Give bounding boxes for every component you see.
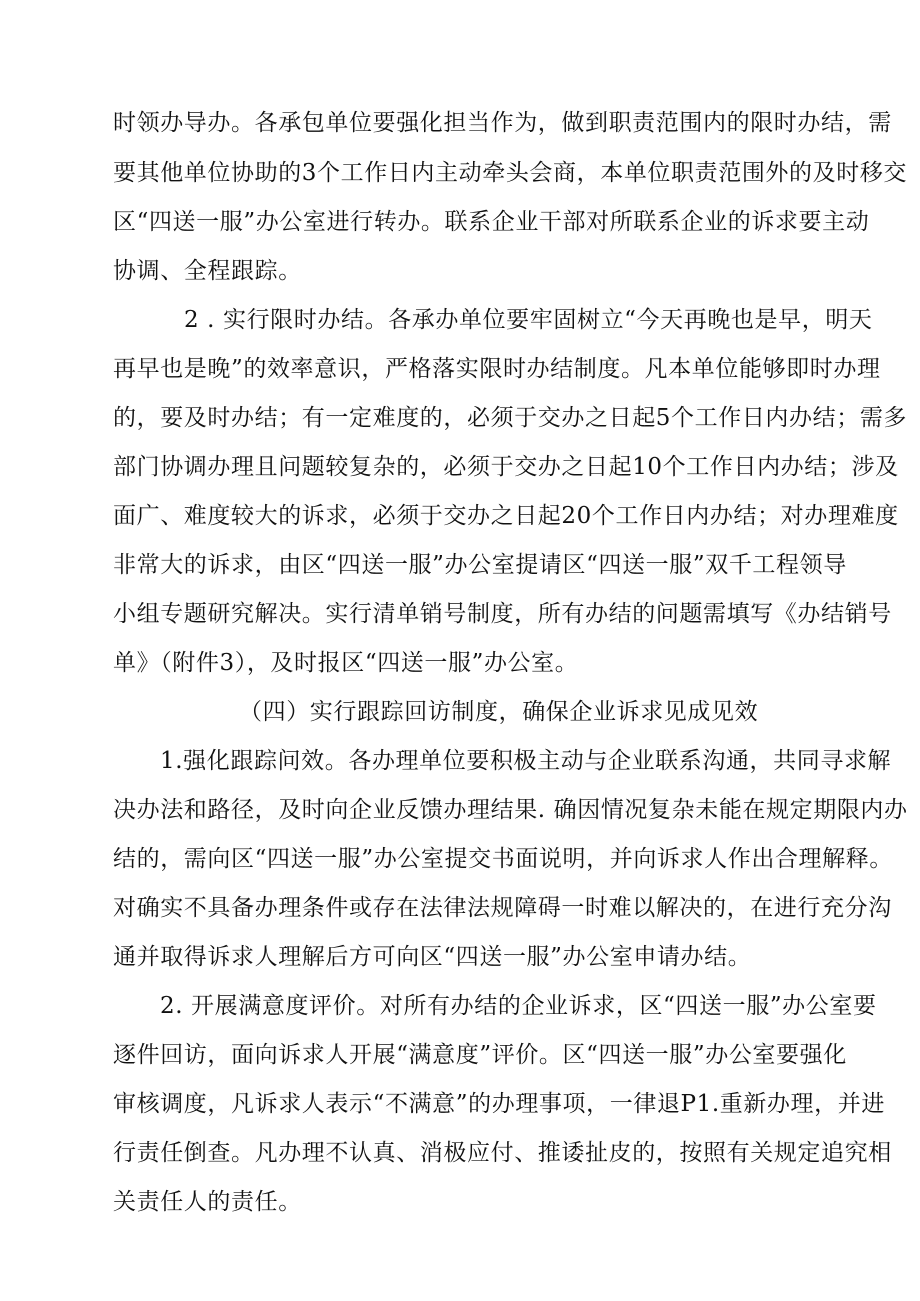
text-line: 再早也是晚”的效率意识，严格落实限时办结制度。凡本单位能够即时办理	[113, 356, 881, 382]
text-line: 时领办导办。各承包单位要强化担当作为，做到职责范围内的限时办结，需	[113, 110, 892, 136]
text-line: 1.强化跟踪问效。各办理单位要积极主动与企业联系沟通，共同寻求解	[160, 748, 892, 774]
text-line: 行责任倒查。凡办理不认真、消极应付、推诿扯皮的，按照有关规定追究相	[113, 1140, 892, 1166]
section-heading: （四）实行跟踪回访制度，确保企业诉求见成见效	[239, 699, 759, 725]
text-line: 面广、难度较大的诉求，必须于交办之日起20个工作日内办结；对办理难度	[113, 503, 899, 529]
text-line: 协调、全程跟踪。	[113, 258, 302, 284]
text-line: 结的，需向区“四送一服”办公室提交书面说明，并向诉求人作出合理解释。	[113, 846, 893, 872]
text-line: 区“四送一服”办公室进行转办。联系企业干部对所联系企业的诉求要主动	[113, 209, 870, 235]
text-line: 逐件回访，面向诉求人开展“满意度”评价。区“四送一服”办公室要强化	[113, 1042, 847, 1068]
text-line: 小组专题研究解决。实行清单销号制度，所有办结的问题需填写《办结销号	[113, 601, 892, 627]
text-line: 审核调度，凡诉求人表示“不满意”的办理事项，一律退P1.重新办理，并进	[113, 1091, 885, 1117]
text-line: 非常大的诉求，由区“四送一服”办公室提请区“四送一服”双千工程领导	[113, 552, 847, 578]
text-line: 2 . 实行限时办结。各承办单位要牢固树立“今天再晚也是早，明天	[184, 307, 873, 333]
text-line: 的，要及时办结；有一定难度的，必须于交办之日起5个工作日内办结；需多	[113, 405, 908, 431]
text-line: 部门协调办理且问题较复杂的，必须于交办之日起10个工作日内办结；涉及	[113, 454, 899, 480]
text-line: 单》（附件3），及时报区“四送一服”办公室。	[113, 650, 579, 676]
text-line: 通并取得诉求人理解后方可向区“四送一服”办公室申请办结。	[113, 944, 752, 970]
text-line: 对确实不具备办理条件或存在法律法规障碍一时难以解决的，在进行充分沟	[113, 895, 892, 921]
text-line: 要其他单位协助的3个工作日内主动牵头会商，本单位职责范围外的及时移交	[113, 160, 908, 186]
text-line: 2. 开展满意度评价。对所有办结的企业诉求，区“四送一服”办公室要	[160, 993, 877, 1019]
text-line: 决办法和路径，及时向企业反馈办理结果. 确因情况复杂未能在规定期限内办	[113, 797, 908, 823]
text-line: 关责任人的责任。	[113, 1189, 302, 1215]
